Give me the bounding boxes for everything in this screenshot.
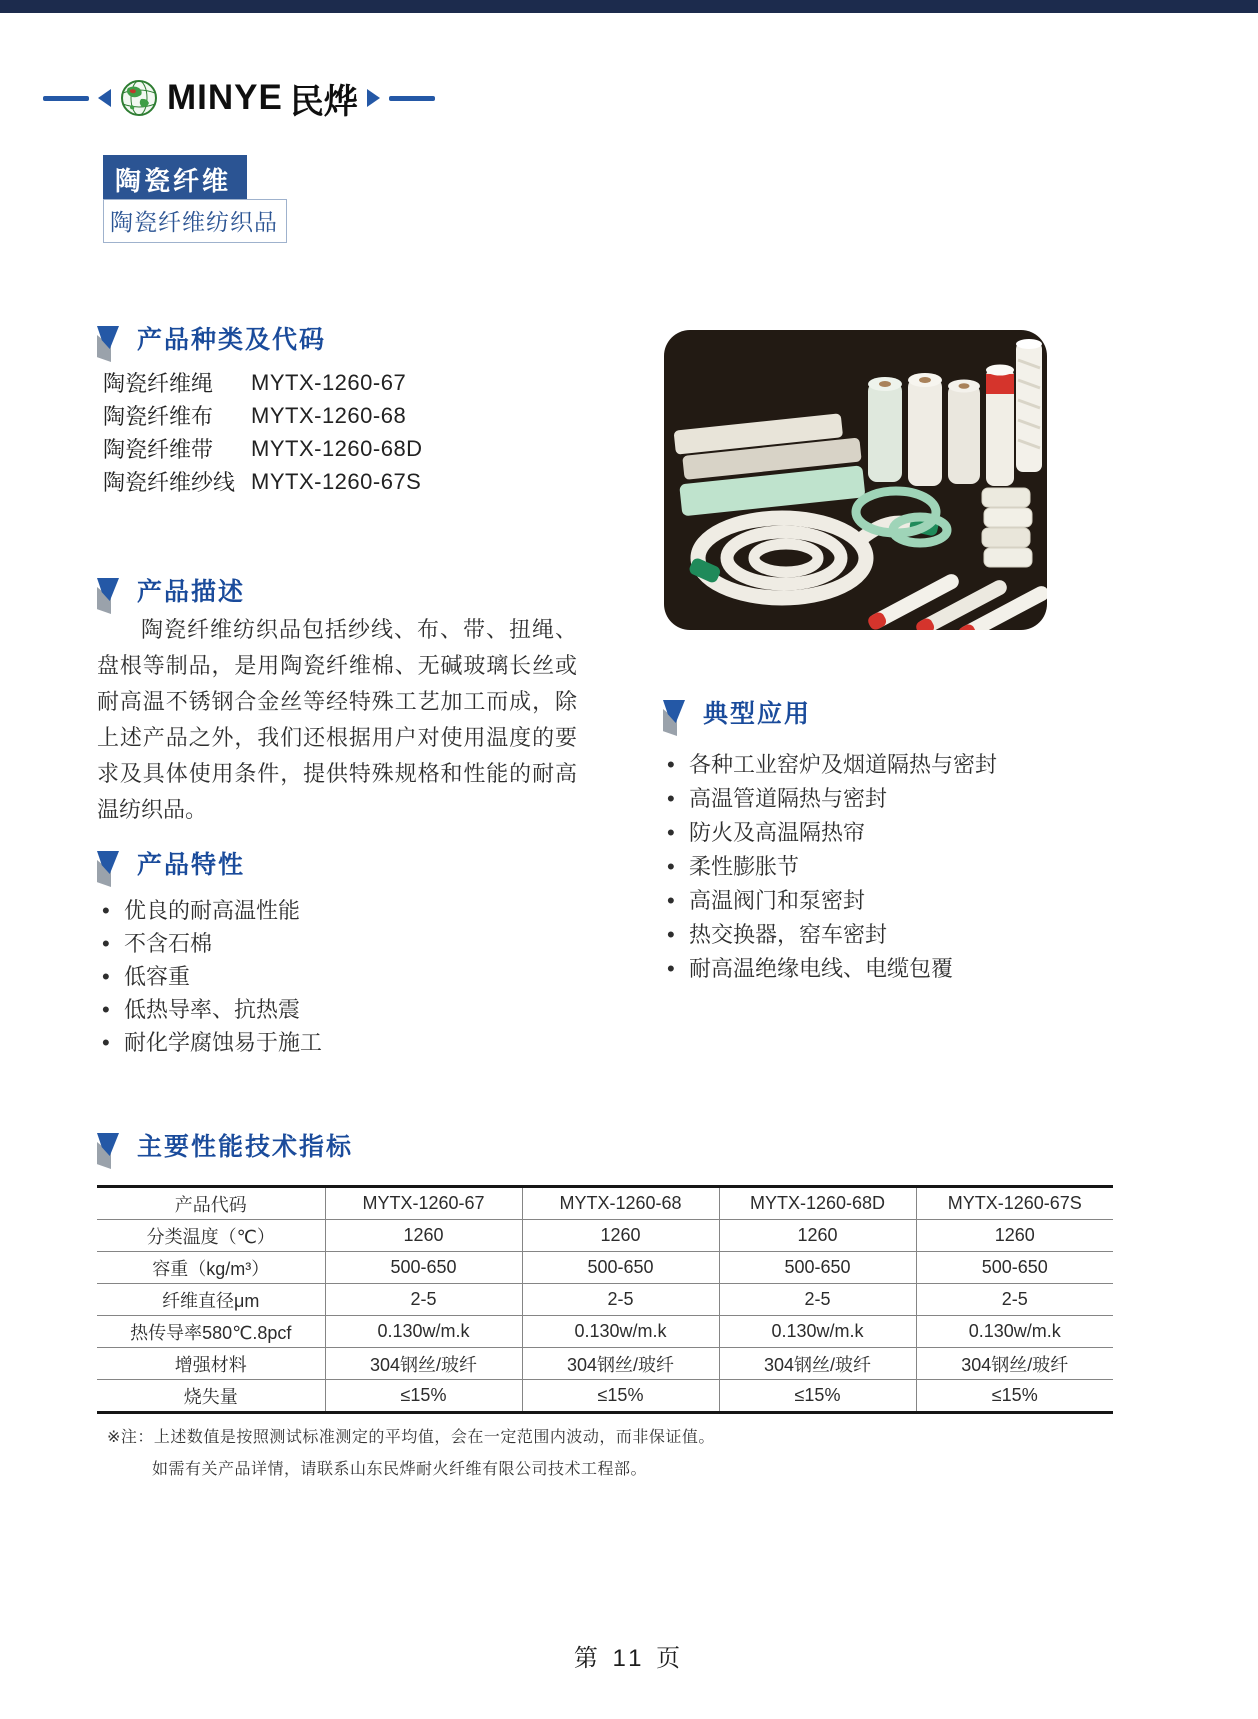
spec-value-cell: 2-5: [916, 1284, 1113, 1316]
spec-value-cell: ≤15%: [719, 1380, 916, 1413]
spec-value-cell: 0.130w/m.k: [916, 1316, 1113, 1348]
spec-value-cell: ≤15%: [916, 1380, 1113, 1413]
application-item: • 耐高温绝缘电线、电缆包覆: [665, 952, 997, 986]
spec-label-cell: 容重（kg/m³）: [97, 1252, 325, 1284]
table-note-line1: ※注：上述数值是按照测试标准测定的平均值，会在一定范围内波动，而非保证值。: [107, 1429, 715, 1446]
product-type-code: MYTX-1260-67S: [251, 468, 422, 494]
spec-value-cell: 0.130w/m.k: [719, 1316, 916, 1348]
specs-row: [97, 1380, 1113, 1413]
spec-header-cell: MYTX-1260-68D: [719, 1187, 916, 1220]
application-list: [665, 748, 997, 986]
application-item: • 热交换器，窑车密封: [665, 918, 997, 952]
product-type-name: 陶瓷纤维纱线: [103, 470, 236, 495]
spec-value-cell: 304钢丝/玻纤: [522, 1348, 719, 1380]
section-header-applications: [663, 700, 811, 736]
spec-value-cell: ≤15%: [325, 1380, 522, 1413]
application-item: • 柔性膨胀节: [665, 850, 997, 884]
section-header-types: [97, 326, 326, 362]
specs-row: [97, 1316, 1113, 1348]
spec-value-cell: ≤15%: [522, 1380, 719, 1413]
section-flag-icon: [663, 700, 685, 736]
product-type-name: 陶瓷纤维绳: [103, 371, 214, 396]
application-item: • 高温阀门和泵密封: [665, 884, 997, 918]
section-flag-icon: [97, 1133, 119, 1169]
product-type-name: 陶瓷纤维布: [103, 404, 214, 429]
product-photo: [664, 330, 1047, 630]
specs-row: [97, 1348, 1113, 1380]
subcategory-label: 陶瓷纤维纺织品: [103, 199, 287, 243]
brand-name-cn: 民烨: [289, 82, 358, 121]
spec-value-cell: 2-5: [522, 1284, 719, 1316]
spec-value-cell: 500-650: [719, 1252, 916, 1284]
spec-value-cell: 1260: [719, 1220, 916, 1252]
section-title: 产品特性: [137, 851, 246, 879]
section-header-specs: [97, 1133, 353, 1169]
spec-value-cell: 0.130w/m.k: [325, 1316, 522, 1348]
feature-item: • 不含石棉: [100, 927, 322, 960]
logo-left-line: [43, 96, 89, 101]
specs-row: [97, 1220, 1113, 1252]
globe-logo-icon: [120, 79, 158, 117]
product-type-row: [103, 366, 423, 399]
product-type-name: 陶瓷纤维带: [103, 437, 214, 462]
feature-item: • 优良的耐高温性能: [100, 894, 322, 927]
feature-list: [100, 894, 322, 1059]
brand-name-en: MINYE: [167, 78, 283, 117]
product-type-code: MYTX-1260-68D: [251, 435, 423, 461]
spec-value-cell: 304钢丝/玻纤: [325, 1348, 522, 1380]
product-description-text: 陶瓷纤维纺织品包括纱线、布、带、扭绳、盘根等制品，是用陶瓷纤维棉、无碱玻璃长丝或耐高温不锈钢合金丝等经特殊工艺加工而成，除上述产品之外，我们还根据用户对使用温度的要求及具体使用条件，提供特殊规格和性能的耐高温纺织品。: [97, 617, 577, 822]
spec-header-cell: MYTX-1260-67S: [916, 1187, 1113, 1220]
logo-right-line: [389, 96, 435, 101]
spec-label-cell: 烧失量: [97, 1380, 325, 1413]
section-title: 产品描述: [137, 578, 246, 606]
product-type-row: [103, 465, 423, 498]
feature-item: • 耐化学腐蚀易于施工: [100, 1026, 322, 1059]
spec-value-cell: 1260: [522, 1220, 719, 1252]
brand-logo: [43, 74, 435, 122]
specs-row: [97, 1284, 1113, 1316]
section-flag-icon: [97, 578, 119, 614]
specs-table: [97, 1185, 1113, 1414]
spec-value-cell: 1260: [325, 1220, 522, 1252]
section-title: 产品种类及代码: [137, 326, 327, 354]
product-type-code: MYTX-1260-67: [251, 369, 407, 395]
feature-item: • 低热导率、抗热震: [100, 993, 322, 1026]
application-item: • 高温管道隔热与密封: [665, 782, 997, 816]
application-item: • 各种工业窑炉及烟道隔热与密封: [665, 748, 997, 782]
product-type-row: [103, 399, 423, 432]
spec-label-cell: 热传导率580℃.8pcf: [97, 1316, 325, 1348]
spec-value-cell: 1260: [916, 1220, 1113, 1252]
spec-label-cell: 分类温度（℃）: [97, 1220, 325, 1252]
product-type-list: [103, 366, 423, 498]
spec-header-cell: 产品代码: [97, 1187, 325, 1220]
spec-value-cell: 304钢丝/玻纤: [916, 1348, 1113, 1380]
left-arrow-icon: [98, 89, 111, 107]
spec-value-cell: 2-5: [325, 1284, 522, 1316]
spec-header-cell: MYTX-1260-68: [522, 1187, 719, 1220]
section-flag-icon: [97, 326, 119, 362]
section-flag-icon: [97, 851, 119, 887]
spec-label-cell: 纤维直径μm: [97, 1284, 325, 1316]
feature-item: • 低容重: [100, 960, 322, 993]
top-accent-bar: [0, 0, 1258, 13]
spec-label-cell: 增强材料: [97, 1348, 325, 1380]
section-header-description: [97, 578, 245, 614]
product-type-row: [103, 432, 423, 465]
spec-header-cell: MYTX-1260-67: [325, 1187, 522, 1220]
category-badge: 陶瓷纤维: [103, 155, 247, 205]
spec-value-cell: 0.130w/m.k: [522, 1316, 719, 1348]
table-note-line2: 如需有关产品详情，请联系山东民烨耐火纤维有限公司技术工程部。: [152, 1461, 648, 1478]
specs-row: [97, 1252, 1113, 1284]
right-arrow-icon: [367, 89, 380, 107]
spec-value-cell: 500-650: [916, 1252, 1113, 1284]
page-number: 第 11 页: [573, 1645, 685, 1672]
product-type-code: MYTX-1260-68: [251, 402, 407, 428]
section-title: 典型应用: [703, 700, 812, 728]
spec-value-cell: 500-650: [522, 1252, 719, 1284]
section-title: 主要性能技术指标: [137, 1133, 354, 1161]
spec-value-cell: 2-5: [719, 1284, 916, 1316]
section-header-features: [97, 851, 245, 887]
spec-value-cell: 500-650: [325, 1252, 522, 1284]
spec-value-cell: 304钢丝/玻纤: [719, 1348, 916, 1380]
application-item: • 防火及高温隔热帘: [665, 816, 997, 850]
specs-header-row: [97, 1187, 1113, 1220]
